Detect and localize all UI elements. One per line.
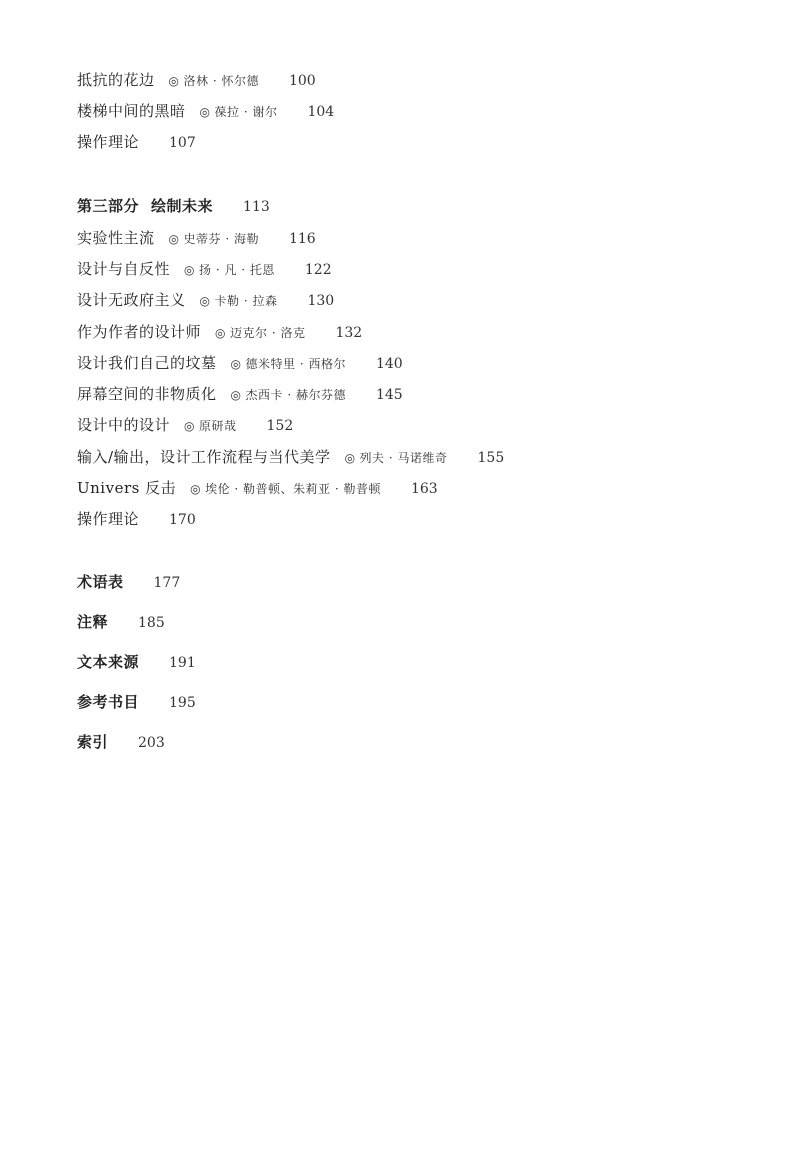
part-heading — [77, 196, 270, 217]
entry-title: 设计中的设计 — [77, 416, 171, 434]
entry-page: 100 — [288, 73, 316, 89]
entry-title: 操作理论 — [77, 133, 140, 151]
back-matter-entry — [77, 652, 196, 673]
toc-entry — [77, 415, 293, 436]
entry-author: ◎ 扬 · 凡 · 托恩 — [184, 263, 275, 277]
toc-entry — [77, 322, 362, 343]
author-mark-icon: ◎ — [190, 482, 202, 496]
entry-page: 145 — [375, 387, 403, 403]
entry-page: 163 — [410, 481, 438, 497]
toc-entry — [77, 70, 316, 91]
entry-title: 设计无政府主义 — [77, 291, 186, 309]
entry-title: Univers 反击 — [77, 479, 177, 497]
entry-author: ◎ 埃伦 · 勒普顿、朱莉亚 · 勒普顿 — [190, 482, 381, 496]
entry-author: ◎ 杰西卡 · 赫尔芬德 — [230, 388, 346, 402]
entry-page: 177 — [153, 575, 181, 591]
author-mark-icon: ◎ — [184, 419, 195, 433]
entry-title: 索引 — [77, 733, 109, 751]
entry-title: 术语表 — [77, 573, 124, 591]
entry-title: 屏幕空间的非物质化 — [77, 385, 217, 403]
entry-page: 116 — [288, 231, 316, 247]
entry-page: 104 — [307, 104, 335, 120]
author-mark-icon: ◎ — [168, 74, 180, 88]
back-matter-entry — [77, 692, 196, 713]
back-matter-entry — [77, 612, 165, 633]
entry-author: ◎ 德米特里 · 西格尔 — [230, 357, 346, 371]
author-mark-icon: ◎ — [168, 232, 180, 246]
entry-page: 185 — [138, 615, 165, 631]
entry-page: 170 — [169, 512, 196, 528]
toc-entry — [77, 259, 332, 280]
part-page: 113 — [243, 199, 270, 215]
toc-entry — [77, 384, 403, 405]
toc-entry — [77, 447, 504, 468]
back-matter-entry — [77, 572, 180, 593]
entry-page: 155 — [477, 450, 505, 466]
author-mark-icon: ◎ — [199, 294, 211, 308]
entry-author: ◎ 迈克尔 · 洛克 — [215, 326, 306, 340]
toc-entry — [77, 478, 438, 499]
entry-title: 设计与自反性 — [77, 260, 171, 278]
author-mark-icon: ◎ — [230, 388, 242, 402]
entry-page: 191 — [169, 655, 196, 671]
toc-entry — [77, 290, 334, 311]
author-mark-icon: ◎ — [230, 357, 242, 371]
part-label: 第三部分 — [77, 197, 140, 215]
author-mark-icon: ◎ — [215, 326, 226, 340]
entry-author: ◎ 原研哉 — [184, 419, 237, 433]
entry-page: 203 — [138, 735, 165, 751]
entry-author: ◎ 史蒂芬 · 海勒 — [168, 232, 259, 246]
entry-title: 实验性主流 — [77, 229, 155, 247]
back-matter-entry — [77, 732, 165, 753]
entry-title: 注释 — [77, 613, 109, 631]
entry-page: 107 — [169, 135, 196, 151]
entry-author: ◎ 卡勒 · 拉森 — [199, 294, 278, 308]
entry-page: 130 — [307, 293, 335, 309]
author-mark-icon: ◎ — [344, 451, 356, 465]
entry-title: 抵抗的花边 — [77, 71, 155, 89]
entry-page: 195 — [169, 695, 196, 711]
toc-entry — [77, 228, 316, 249]
toc-entry — [77, 132, 196, 153]
toc-entry — [77, 509, 196, 530]
entry-title: 参考书目 — [77, 693, 140, 711]
entry-author: ◎ 洛林 · 怀尔德 — [168, 74, 259, 88]
part-name: 绘制未来 — [151, 197, 214, 215]
entry-page: 122 — [304, 262, 332, 278]
entry-title: 输入/输出，设计工作流程与当代美学 — [77, 448, 331, 466]
entry-title: 作为作者的设计师 — [77, 323, 202, 341]
entry-author: ◎ 葆拉 · 谢尔 — [199, 105, 278, 119]
author-mark-icon: ◎ — [199, 105, 211, 119]
entry-page: 132 — [335, 325, 363, 341]
entry-title: 操作理论 — [77, 510, 140, 528]
toc-entry — [77, 353, 403, 374]
toc-entry — [77, 101, 334, 122]
entry-title: 设计我们自己的坟墓 — [77, 354, 217, 372]
entry-page: 152 — [266, 418, 294, 434]
entry-author: ◎ 列夫 · 马诺维奇 — [344, 451, 448, 465]
entry-page: 140 — [375, 356, 403, 372]
author-mark-icon: ◎ — [184, 263, 195, 277]
entry-title: 文本来源 — [77, 653, 140, 671]
entry-title: 楼梯中间的黑暗 — [77, 102, 186, 120]
